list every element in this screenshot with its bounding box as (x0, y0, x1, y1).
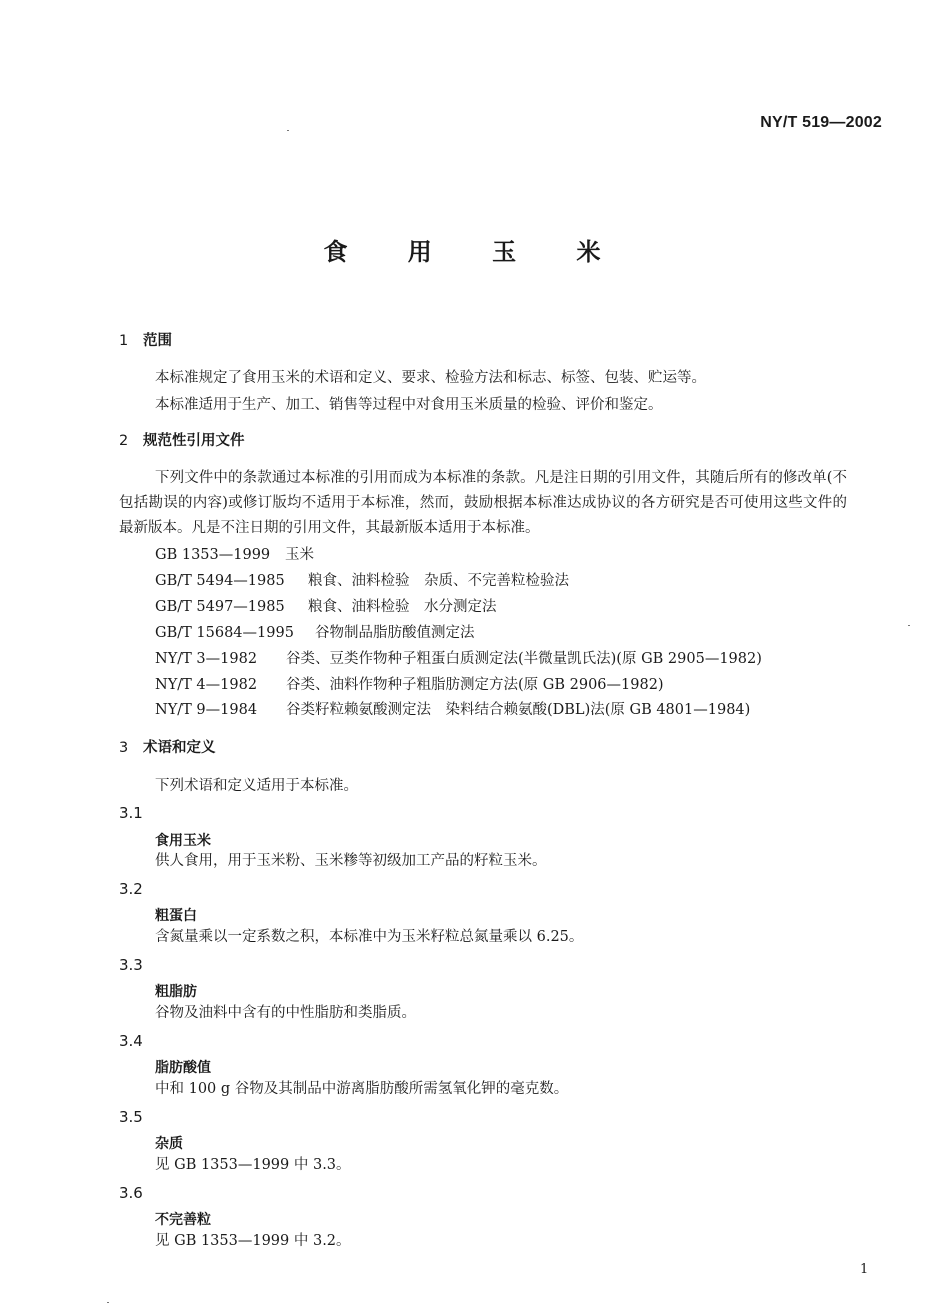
reference-title: 玉米 (285, 547, 314, 563)
reference-item (155, 623, 475, 643)
term-name: 脂肪酸值 (155, 1060, 211, 1076)
term-definition: 中和 100 g 谷物及其制品中游离脂肪酸所需氢氧化钾的毫克数。 (155, 1081, 569, 1097)
term-name: 杂质 (155, 1136, 183, 1152)
reference-code: GB 1353—1999 (155, 547, 271, 563)
term-number: 3.3 (119, 956, 143, 974)
term-definition: 见 GB 1353—1999 中 3.2。 (155, 1233, 351, 1249)
paragraph: 下列术语和定义适用于本标准。 (155, 778, 358, 794)
reference-item (155, 571, 569, 591)
reference-code: GB/T 5494—1985 (155, 573, 285, 589)
section-3-heading (119, 738, 216, 758)
page-number: 1 (860, 1262, 869, 1277)
reference-title: 谷类、油料作物种子粗脂肪测定方法(原 GB 2906—1982) (286, 677, 664, 693)
reference-code: GB/T 15684—1995 (155, 625, 294, 641)
scan-speck (908, 625, 910, 626)
reference-title: 谷物制品脂肪酸值测定法 (315, 625, 475, 641)
reference-title: 谷类籽粒赖氨酸测定法 染料结合赖氨酸(DBL)法(原 GB 4801—1984) (286, 702, 751, 718)
reference-title: 谷类、豆类作物种子粗蛋白质测定法(半微量凯氏法)(原 GB 2905—1982) (286, 651, 762, 667)
section-number: 1 (119, 333, 129, 349)
section-1-heading (119, 331, 172, 351)
term-name: 粗蛋白 (155, 908, 197, 924)
section-title: 规范性引用文件 (143, 433, 245, 449)
reference-title: 粮食、油料检验 水分测定法 (308, 599, 497, 615)
term-definition: 见 GB 1353—1999 中 3.3。 (155, 1157, 351, 1173)
scan-speck (107, 1302, 109, 1303)
paragraph: 本标准适用于生产、加工、销售等过程中对食用玉米质量的检验、评价和鉴定。 (155, 397, 663, 413)
paragraph: 本标准规定了食用玉米的术语和定义、要求、检验方法和标志、标签、包装、贮运等。 (155, 370, 706, 386)
reference-item (155, 675, 664, 695)
reference-item (155, 700, 750, 720)
term-name: 粗脂肪 (155, 984, 197, 1000)
term-number: 3.4 (119, 1032, 143, 1050)
term-name: 不完善粒 (155, 1212, 211, 1228)
reference-code: NY/T 9—1984 (155, 702, 258, 718)
scan-speck (287, 130, 289, 131)
reference-item (155, 597, 497, 617)
section-title: 术语和定义 (143, 740, 216, 756)
section-number: 3 (119, 740, 129, 756)
term-number: 3.2 (119, 880, 143, 898)
term-definition: 供人食用，用于玉米粉、玉米糁等初级加工产品的籽粒玉米。 (155, 853, 547, 869)
term-definition: 含氮量乘以一定系数之积，本标准中为玉米籽粒总氮量乘以 6.25。 (155, 929, 584, 945)
section-number: 2 (119, 433, 129, 449)
section-title: 范围 (143, 333, 172, 349)
term-definition: 谷物及油料中含有的中性脂肪和类脂质。 (155, 1005, 416, 1021)
reference-item (155, 545, 314, 565)
section-2-heading (119, 431, 245, 451)
reference-code: NY/T 4—1982 (155, 677, 258, 693)
term-number: 3.5 (119, 1108, 143, 1126)
reference-code: GB/T 5497—1985 (155, 599, 285, 615)
term-number: 3.6 (119, 1184, 143, 1202)
term-name: 食用玉米 (155, 833, 211, 849)
reference-title: 粮食、油料检验 杂质、不完善粒检验法 (308, 573, 569, 589)
document-title: 食 用 玉 米 (323, 238, 627, 266)
reference-item (155, 649, 762, 669)
normative-intro: 下列文件中的条款通过本标准的引用而成为本标准的条款。凡是注日期的引用文件，其随后所有的修改单(不包括勘误的内容)或修订版均不适用于本标准，然而，鼓励根据本标准达成协议的各方研究是否可使用这些文件的最新版本。凡是不注日期的引用文件，其最新版本适用于本标准。 (119, 470, 847, 536)
standard-number: NY/T 519—2002 (760, 114, 882, 131)
term-number: 3.1 (119, 804, 143, 822)
reference-code: NY/T 3—1982 (155, 651, 258, 667)
